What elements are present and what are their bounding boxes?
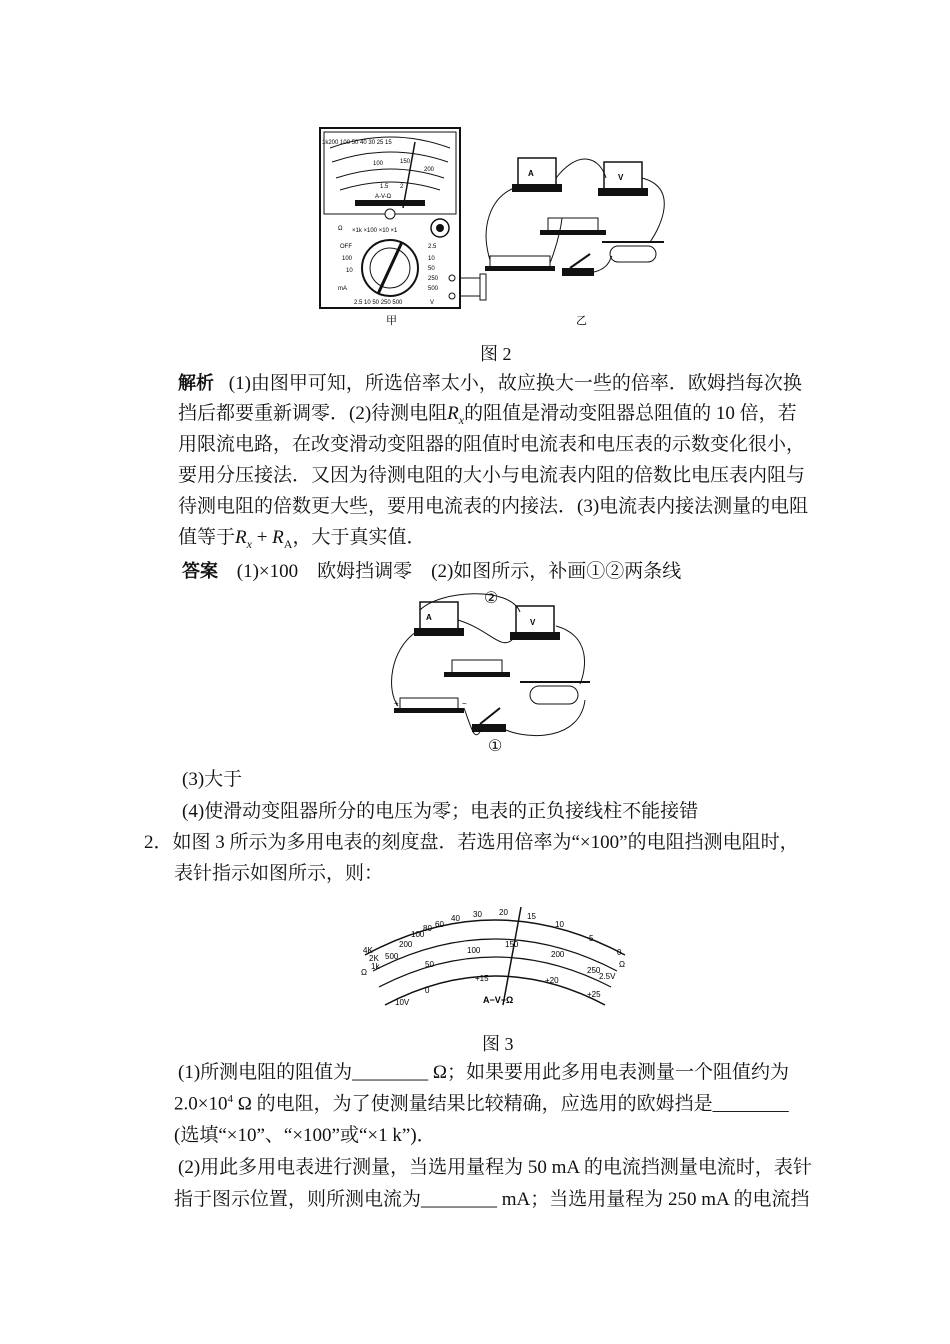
circuit-yi bbox=[485, 158, 664, 276]
svg-text:Ω: Ω bbox=[619, 960, 625, 969]
analysis-line-4: 要用分压接法．又因为待测电阻的大小与电流表内阻的倍数比电压表内阻与 bbox=[178, 465, 806, 486]
analysis-line-2 bbox=[178, 404, 797, 426]
meter-omega: Ω bbox=[338, 226, 343, 232]
answer-line bbox=[182, 562, 681, 581]
sub1-line-3: (选填“×10”、“×100”或“×1 k”)． bbox=[174, 1125, 436, 1146]
multimeter-jia bbox=[320, 128, 460, 308]
svg-text:A−V−Ω: A−V−Ω bbox=[483, 995, 514, 1005]
symbol-r: R bbox=[447, 403, 459, 424]
sub1-sup: 4 bbox=[227, 1093, 233, 1105]
analysis-label: 解析 bbox=[178, 373, 214, 394]
sub1-text-2b: Ω 的电阻，为了使测量结果比较精确，应选用的欧姆挡是 bbox=[232, 1093, 713, 1115]
meter-multipliers: ×1k ×100 ×10 ×1 bbox=[352, 228, 398, 234]
analysis-text-2b: 的阻值是滑动变阻器总阻值的 10 倍，若 bbox=[464, 403, 797, 424]
answer-figure bbox=[380, 590, 610, 755]
meter-scale-150: 150 bbox=[400, 159, 411, 165]
svg-text:250: 250 bbox=[587, 966, 601, 975]
analysis-line-1 bbox=[178, 374, 802, 393]
figure-2-caption: 图 2 bbox=[480, 344, 512, 364]
label-jia: 甲 bbox=[386, 315, 397, 327]
figure-3 bbox=[355, 895, 635, 1020]
analysis-line-3: 用限流电路，在改变滑动变阻器的阻值时电流表和电压表的示数变化很小， bbox=[178, 434, 806, 455]
answer-label: 答案 bbox=[182, 561, 218, 582]
meter-right-50: 50 bbox=[428, 266, 435, 272]
svg-text:20: 20 bbox=[499, 908, 508, 917]
analysis-line-5: 待测电阻的倍数更大些，要用电流表的内接法．(3)电流表内接法测量的电阻 bbox=[178, 496, 809, 517]
answer-4: (4)使滑动变阻器所分的电压为零；电表的正负接线柱不能接错 bbox=[182, 801, 699, 822]
sub2-line-2 bbox=[174, 1190, 809, 1209]
svg-text:0: 0 bbox=[617, 948, 622, 957]
answer-3: (3)大于 bbox=[182, 769, 243, 790]
svg-text:+20: +20 bbox=[545, 976, 559, 985]
sub1-line-2 bbox=[174, 1094, 789, 1113]
meter-scale-2: 2 bbox=[400, 184, 404, 190]
answer-text: (1)×100 欧姆挡调零 (2)如图所示，补画①②两条线 bbox=[236, 561, 682, 582]
mark-1: ① bbox=[488, 738, 503, 755]
sub2-line-1: (2)用此多用电表进行测量，当选用量程为 50 mA 的电流挡测量电流时，表针 bbox=[178, 1157, 812, 1178]
sub2-text-2a: 指于图示位置，则所测电流为 bbox=[174, 1189, 422, 1210]
svg-text:200: 200 bbox=[551, 950, 565, 959]
sub1-blank-2[interactable]: ________ bbox=[712, 1093, 789, 1115]
answer-figure-drawing bbox=[380, 590, 610, 755]
svg-text:100: 100 bbox=[411, 930, 425, 939]
figure-2 bbox=[300, 118, 690, 330]
meter-left-10: 10 bbox=[346, 268, 353, 274]
q2-line-1: 2．如图 3 所示为多用电表的刻度盘．若选用倍率为“×100”的电阻挡测电阻时， bbox=[144, 832, 799, 853]
svg-text:1k: 1k bbox=[371, 962, 380, 971]
sub1-text-1b: Ω；如果要用此多用电表测量一个阻值约为 bbox=[428, 1062, 790, 1083]
symbol-sub-a: A bbox=[283, 536, 293, 551]
svg-text:2.5V: 2.5V bbox=[599, 972, 616, 981]
svg-text:10V: 10V bbox=[395, 998, 410, 1007]
analysis-text-1: (1)由图甲可知，所选倍率太小，故应换大一些的倍率．欧姆挡每次换 bbox=[228, 373, 802, 394]
svg-text:Ω: Ω bbox=[361, 968, 367, 977]
meter-ma: mA bbox=[338, 286, 347, 292]
svg-text:2K: 2K bbox=[369, 954, 379, 963]
sub1-blank-1[interactable]: ________ bbox=[352, 1062, 429, 1083]
meter-top-scale: 1k200 100 50 40 30 25 15 bbox=[322, 140, 392, 146]
svg-text:40: 40 bbox=[451, 914, 460, 923]
svg-text:100: 100 bbox=[467, 946, 481, 955]
sub1-line-1 bbox=[178, 1063, 789, 1082]
meter-off: OFF bbox=[340, 244, 352, 250]
svg-text:0: 0 bbox=[425, 986, 430, 995]
svg-text:80: 80 bbox=[423, 924, 432, 933]
figure-3-caption: 图 3 bbox=[482, 1034, 514, 1054]
meter-scale-100: 100 bbox=[373, 161, 384, 167]
mark-2: ② bbox=[484, 590, 499, 607]
svg-text:+: + bbox=[394, 699, 399, 708]
meter-left-100: 100 bbox=[342, 256, 353, 262]
meter-right-2-5: 2.5 bbox=[428, 244, 437, 250]
figure-3-dial bbox=[355, 895, 635, 1020]
svg-text:30: 30 bbox=[473, 910, 482, 919]
analysis-text-6b: ，大于真实值． bbox=[292, 527, 426, 548]
meter-scale-1-5: 1.5 bbox=[380, 184, 389, 190]
svg-text:15: 15 bbox=[527, 912, 536, 921]
label-yi: 乙 bbox=[576, 315, 587, 327]
ammeter-label: A bbox=[528, 169, 534, 178]
figure-2-drawing bbox=[300, 118, 690, 330]
meter-v: V bbox=[430, 300, 435, 306]
meter-right-500: 500 bbox=[428, 286, 439, 292]
symbol-r1: R bbox=[235, 527, 247, 548]
meter-right-10: 10 bbox=[428, 256, 435, 262]
symbol-r2: R bbox=[272, 527, 284, 548]
svg-text:150: 150 bbox=[505, 940, 519, 949]
analysis-line-6 bbox=[178, 528, 425, 550]
svg-text:200: 200 bbox=[399, 940, 413, 949]
voltmeter-label: V bbox=[618, 173, 624, 182]
svg-text:V: V bbox=[530, 618, 536, 627]
svg-text:+15: +15 bbox=[475, 974, 489, 983]
svg-text:4K: 4K bbox=[363, 946, 373, 955]
svg-text:500: 500 bbox=[385, 952, 399, 961]
sub2-blank[interactable]: ________ bbox=[421, 1189, 498, 1210]
svg-text:10: 10 bbox=[555, 920, 564, 929]
sub2-text-2b: mA；当选用量程为 250 mA 的电流挡 bbox=[497, 1189, 810, 1210]
symbol-sub-x: x bbox=[458, 412, 465, 427]
svg-text:50: 50 bbox=[425, 960, 434, 969]
sub1-text-1a: (1)所测电阻的阻值为 bbox=[178, 1062, 353, 1083]
symbol-sub-x2: x bbox=[246, 536, 252, 551]
meter-avo: A-V-Ω bbox=[375, 194, 392, 200]
svg-text:5: 5 bbox=[589, 934, 594, 943]
meter-scale-200: 200 bbox=[424, 167, 435, 173]
svg-text:60: 60 bbox=[435, 920, 444, 929]
symbol-plus: + bbox=[251, 527, 273, 548]
meter-right-250: 250 bbox=[428, 276, 439, 282]
sub1-text-2a: 2.0×10 bbox=[174, 1093, 228, 1115]
analysis-text-2a: 挡后都要重新调零．(2)待测电阻 bbox=[178, 403, 448, 424]
meter-bottom-scale: 2.5 10 50 250 500 bbox=[354, 300, 403, 306]
svg-text:+25: +25 bbox=[587, 990, 601, 999]
svg-text:A: A bbox=[426, 613, 432, 622]
analysis-text-6a: 值等于 bbox=[178, 527, 236, 548]
svg-text:−: − bbox=[462, 699, 467, 708]
q2-line-2: 表针指示如图所示，则： bbox=[174, 863, 384, 884]
